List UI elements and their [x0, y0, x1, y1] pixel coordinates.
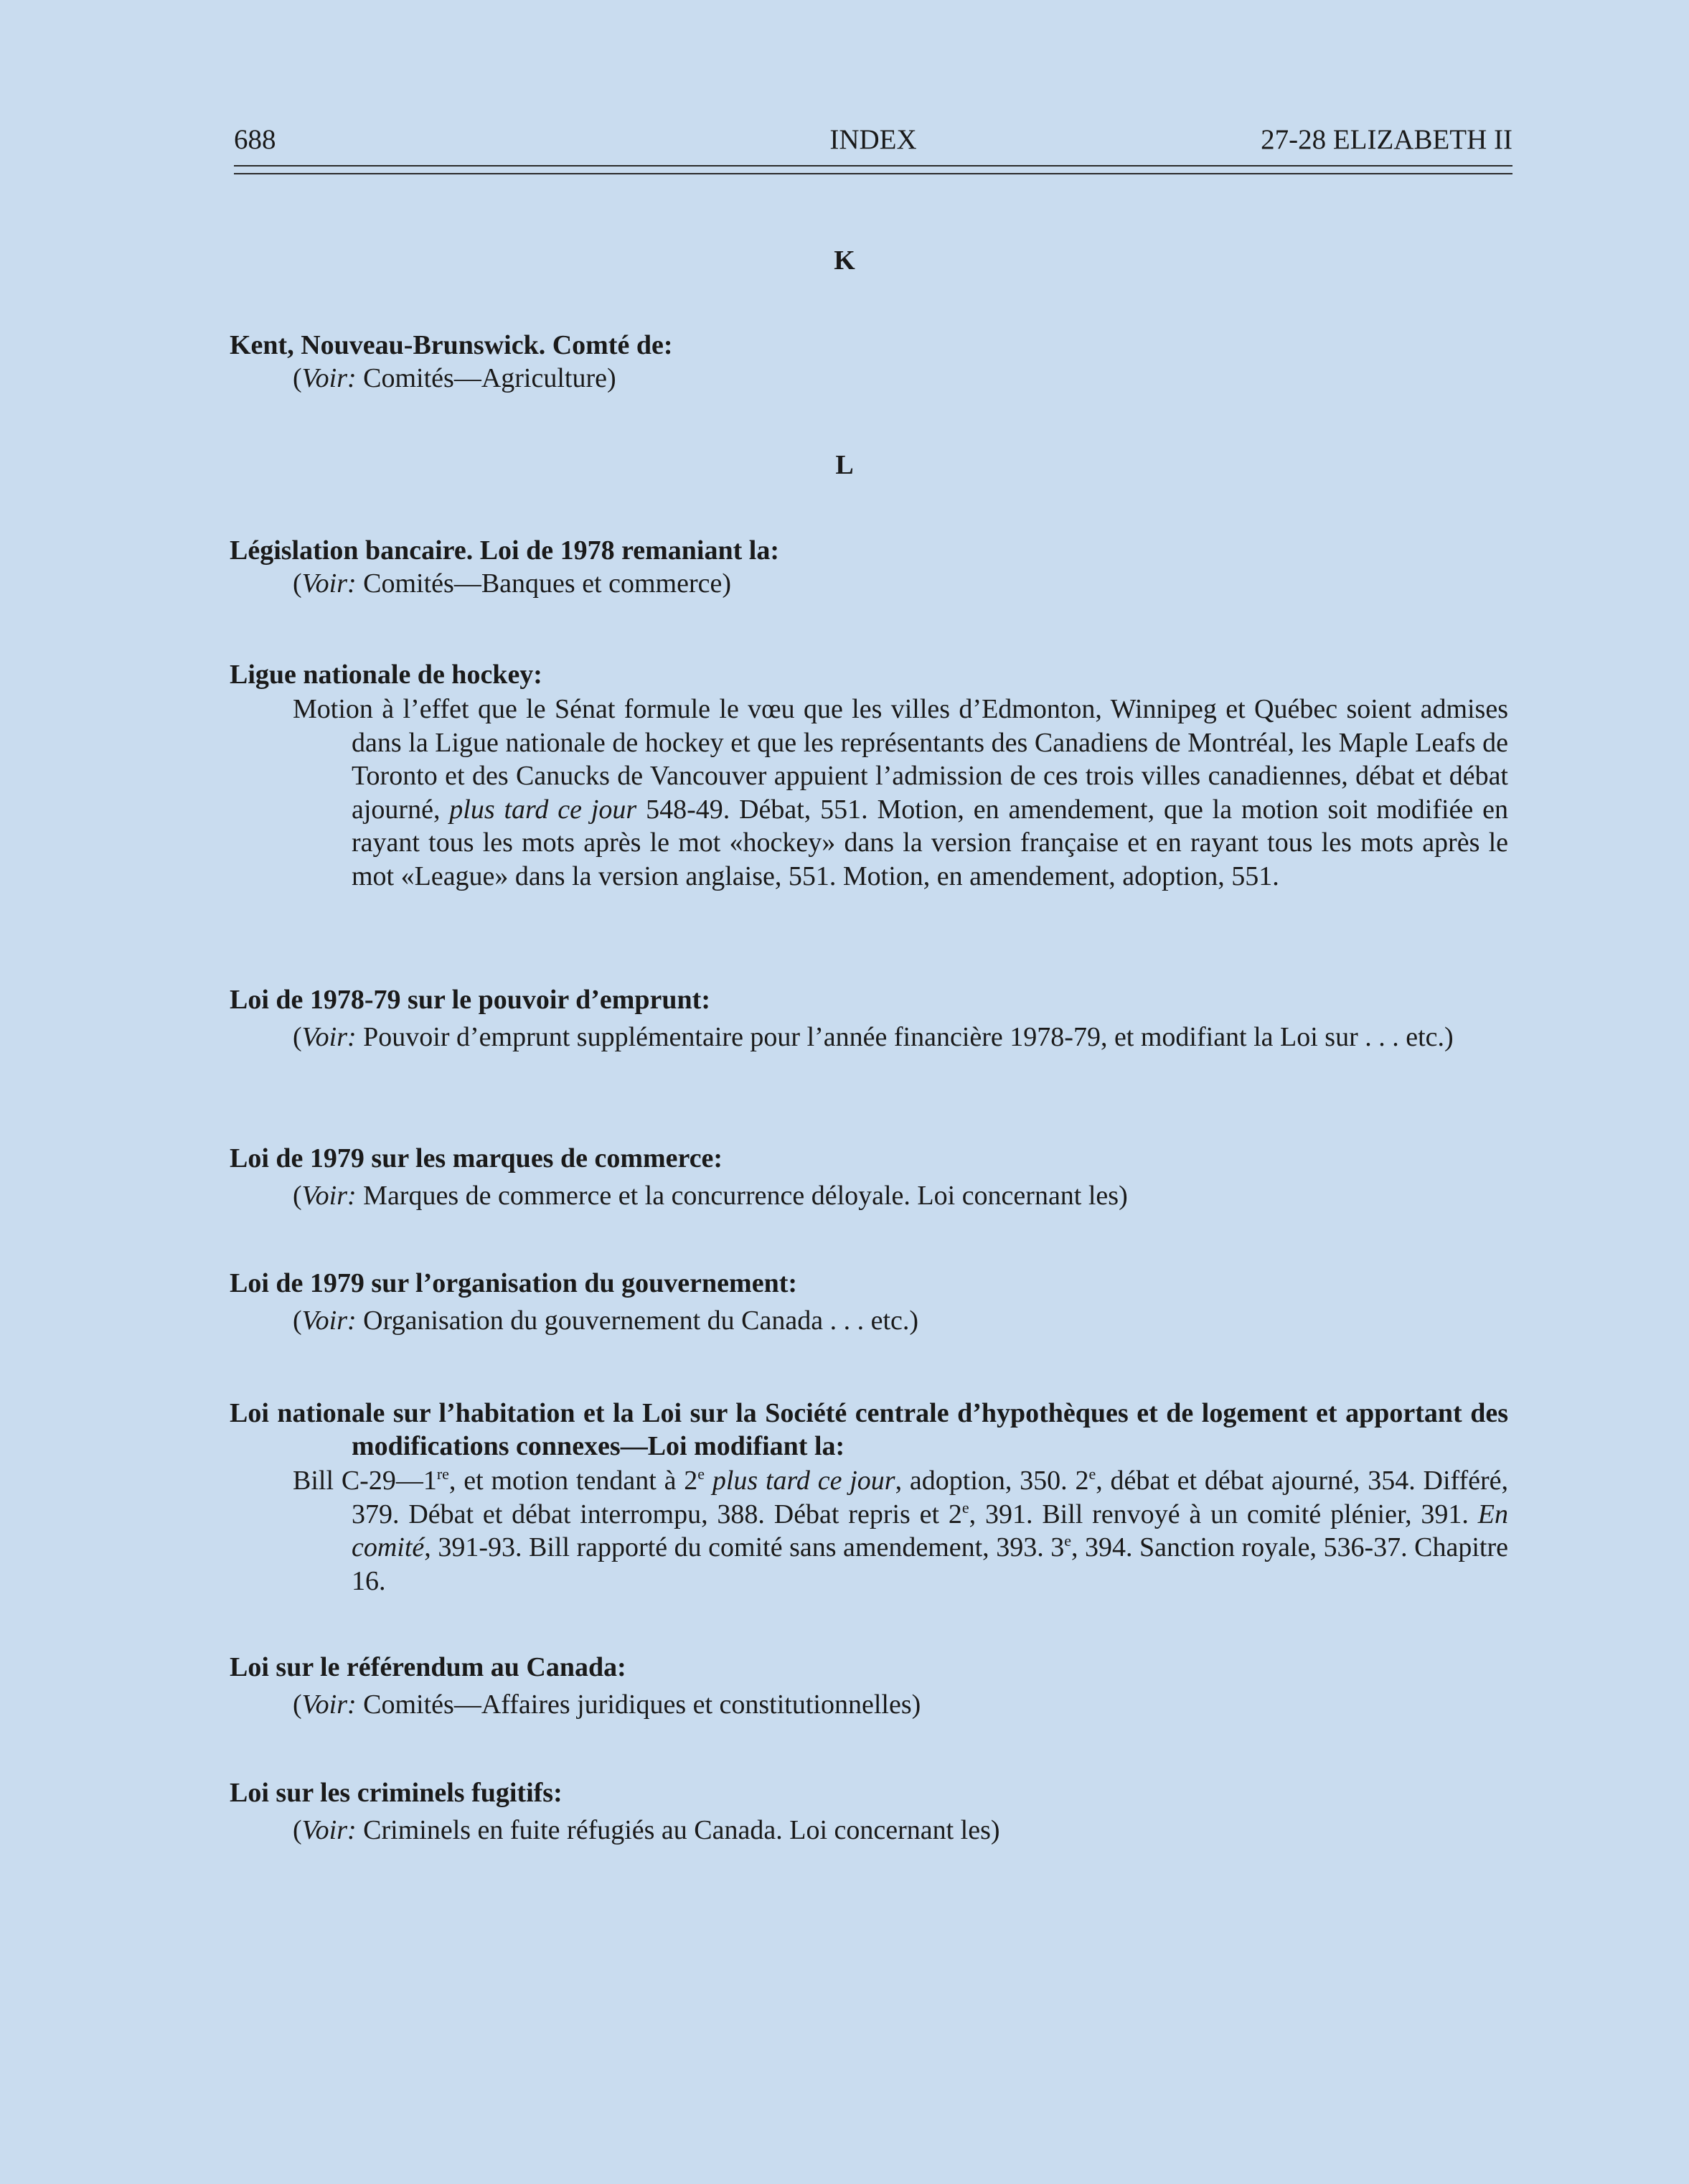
entry-body: (Voir: Comités—Affaires juridiques et constitutionnelles) [293, 1689, 921, 1720]
entry-heading: Loi de 1978-79 sur le pouvoir d’emprunt: [230, 985, 710, 1015]
running-head-title: INDEX [829, 124, 917, 155]
index-entry-loi-nationale-habitation [230, 1397, 1508, 1598]
see-label: Voir: [301, 1689, 357, 1720]
entry-heading: Kent, Nouveau-Brunswick. Comté de: [230, 330, 673, 360]
entry-heading: Loi de 1979 sur les marques de commerce: [230, 1143, 723, 1173]
superscript: e [961, 1498, 969, 1517]
body-text: , 391-93. Bill rapporté du comité sans amendement, 393. 3 [424, 1532, 1065, 1562]
see-label: Voir: [301, 1306, 357, 1336]
index-entry-organisation-gouvernement [230, 1267, 1508, 1338]
section-letter-k: K [834, 245, 855, 276]
index-entry-criminels-fugitifs [230, 1776, 1508, 1847]
section-letter-l: L [835, 450, 854, 480]
see-label: Voir: [301, 363, 357, 393]
see-text: Comités—Banques et commerce) [356, 568, 732, 599]
index-entry-marques-commerce [230, 1142, 1508, 1213]
body-text: , 391. Bill renvoyé à un comité plénier, 391. [969, 1499, 1478, 1529]
body-text: Motion à l’effet que le Sénat formule le vœu que les villes d’Edmonton, Winnipeg et Québec soient admises dans la Ligue nationale de hockey et que les représentants des Canadiens de Montréal, les Maple Leafs de Toronto et des Canucks de Vancouver appuient l’admission de ces trois villes canadiennes, débat et débat ajourné, [293, 694, 1508, 825]
see-label: Voir: [301, 1815, 357, 1845]
entry-body: (Voir: Organisation du gouvernement du Canada . . . etc.) [293, 1306, 919, 1336]
superscript: e [1064, 1532, 1071, 1550]
index-entry-ligue-nationale-hockey [230, 658, 1508, 893]
see-text: Criminels en fuite réfugiés au Canada. Loi concernant les) [356, 1815, 1000, 1845]
body-text: , débat et débat ajourné, 354. Différé, 379. Débat et débat interrompu, 388. Débat repris et 2 [352, 1466, 1509, 1529]
see-text: Marques de commerce et la concurrence déloyale. Loi concernant les) [356, 1181, 1128, 1211]
entry-body [230, 1464, 1508, 1598]
entry-body [230, 693, 1508, 893]
entry-heading: Ligue nationale de hockey: [230, 660, 542, 690]
entry-body: (Voir: Pouvoir d’emprunt supplémentaire pour l’année financière 1978-79, et modifiant la Loi sur . . . etc.) [293, 1022, 1454, 1052]
index-entry-pouvoir-emprunt [230, 983, 1508, 1054]
see-text: Comités—Affaires juridiques et constitutionnelles) [356, 1689, 921, 1720]
body-text: , adoption, 350. 2 [895, 1466, 1089, 1496]
superscript: e [697, 1465, 705, 1483]
entry-body: (Voir: Comités—Agriculture) [293, 363, 616, 393]
entry-heading: Législation bancaire. Loi de 1978 remaniant la: [230, 535, 779, 566]
entry-body: (Voir: Marques de commerce et la concurrence déloyale. Loi concernant les) [293, 1181, 1128, 1211]
running-head-reign: 27-28 ELIZABETH II [1261, 124, 1512, 155]
header-rule-top [234, 165, 1512, 167]
see-label: Voir: [301, 1022, 357, 1052]
body-text-italic: En comité [352, 1499, 1508, 1562]
running-head [234, 122, 1512, 158]
body-text: , et motion tendant à 2 [448, 1466, 698, 1496]
index-entry-legislation-bancaire [230, 534, 1508, 601]
superscript: e [1088, 1465, 1096, 1483]
index-entry-referendum-canada [230, 1651, 1508, 1722]
entry-body: (Voir: Criminels en fuite réfugiés au Canada. Loi concernant les) [293, 1815, 1000, 1845]
see-label: Voir: [301, 568, 357, 599]
superscript: re [436, 1465, 449, 1483]
body-text-italic: plus tard ce jour [712, 1466, 895, 1496]
entry-body: (Voir: Comités—Banques et commerce) [293, 568, 732, 599]
index-entry-kent [230, 329, 1508, 395]
body-text: Bill C-29—1 [293, 1466, 437, 1496]
entry-heading: Loi sur les criminels fugitifs: [230, 1778, 563, 1808]
see-text: Organisation du gouvernement du Canada . . . etc.) [356, 1306, 919, 1336]
see-label: Voir: [301, 1181, 357, 1211]
entry-heading: Loi nationale sur l’habitation et la Loi sur la Société centrale d’hypothèques et de logement et apportant des modifications connexes—Loi modifiant la: [230, 1398, 1508, 1461]
header-rule-bottom [234, 173, 1512, 174]
page-number: 688 [234, 124, 276, 155]
entry-heading: Loi de 1979 sur l’organisation du gouvernement: [230, 1268, 798, 1298]
see-text: Comités—Agriculture) [356, 363, 616, 393]
entry-heading: Loi sur le référendum au Canada: [230, 1652, 626, 1682]
see-text: Pouvoir d’emprunt supplémentaire pour l’année financière 1978-79, et modifiant la Loi sur . . . etc.) [356, 1022, 1454, 1052]
body-text: 548-49. Débat, 551. Motion, en amendement, que la motion soit modifiée en rayant tous les mots après le mot «hockey» dans la version française et en rayant tous les mots après le mot «League» dans la version anglaise, 551. Motion, en amendement, adoption, 551. [352, 794, 1508, 891]
body-text-italic: plus tard ce jour [449, 794, 637, 825]
body-text: , 394. Sanction royale, 536-37. Chapitre 16. [352, 1532, 1508, 1596]
